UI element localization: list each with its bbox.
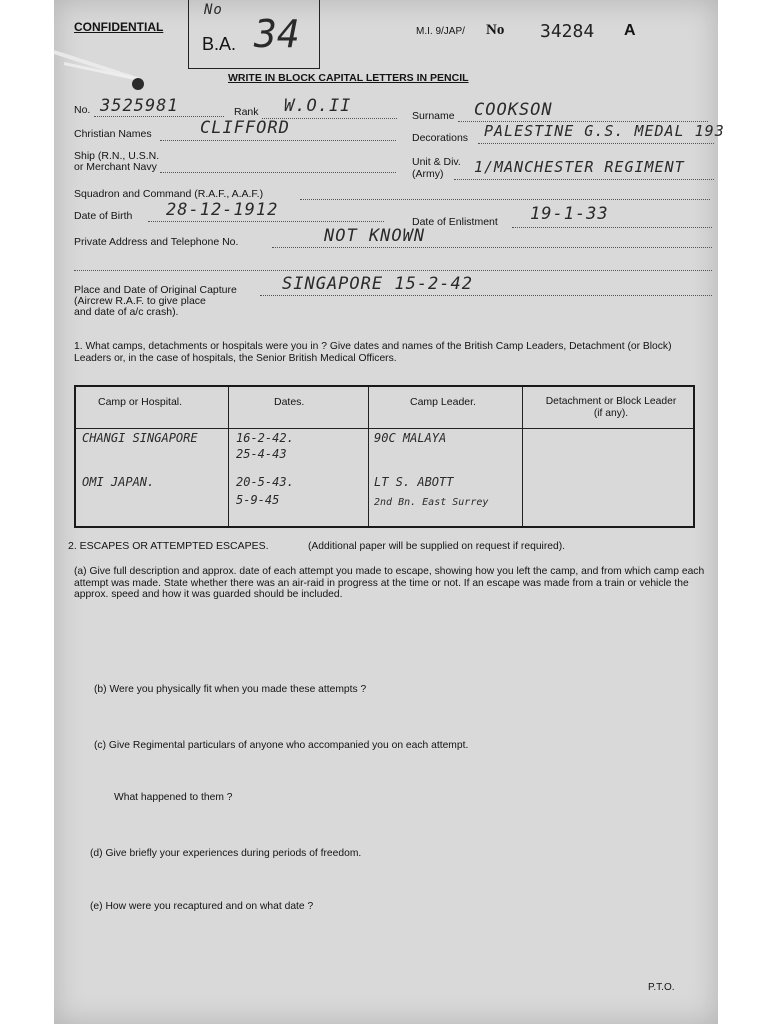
unit-label-line1: Unit & Div. <box>412 156 461 168</box>
col-header-dates: Dates. <box>274 396 305 408</box>
capture-value: SINGAPORE 15-2-42 <box>282 274 473 294</box>
row1-date-from: 16-2-42. <box>236 431 294 445</box>
question-2d: (d) Give briefly your experiences during periods of freedom. <box>90 848 362 859</box>
christian-names-value: CLIFFORD <box>200 118 290 138</box>
rank-value: W.O.II <box>284 96 352 116</box>
surname-label: Surname <box>412 110 455 122</box>
address-label: Private Address and Telephone No. <box>74 236 239 248</box>
enlistment-value: 19-1-33 <box>530 204 609 224</box>
row1-date-to: 25-4-43 <box>236 447 287 461</box>
capture-label-line1: Place and Date of Original Capture <box>74 284 237 296</box>
question-2e: (e) How were you recaptured and on what date ? <box>90 901 314 912</box>
row2-leader-unit: 2nd Bn. East Surrey <box>374 497 489 508</box>
question-2a: (a) Give full description and approx. date of each attempt you made to escape, showing how you left the camp, and from which camp each attempt was made. State whether there was an air-raid in progress at the time or not. If an escape was made from a train or vehicle the approx. speed and how it was guarded should be included. <box>74 566 705 601</box>
row2-leader: LT S. ABOTT <box>374 475 454 489</box>
capture-label-line2: (Aircrew R.A.F. to give place <box>74 295 206 307</box>
squadron-label: Squadron and Command (R.A.F., A.A.F.) <box>74 188 264 200</box>
col-header-detachment: Detachment or Block Leader (if any). <box>545 396 677 419</box>
serial-suffix: A <box>624 22 636 39</box>
service-number-value: 3525981 <box>100 96 179 116</box>
question-1: 1. What camps, detachments or hospitals were you in ? Give dates and names of the British Camp Leaders, Detachment (or Block) Leaders or, in the case of hospitals, the Senior British Medical Officers. <box>74 341 672 364</box>
pto-label: P.T.O. <box>648 982 675 993</box>
address-value: NOT KNOWN <box>324 226 426 246</box>
confidential-label: CONFIDENTIAL <box>74 20 164 34</box>
question-2c-followup: What happened to them ? <box>114 792 233 803</box>
row2-camp: OMI JAPAN. <box>82 475 155 489</box>
dob-value: 28-12-1912 <box>166 200 279 220</box>
enlistment-label: Date of Enlistment <box>412 216 498 228</box>
ship-label-line1: Ship (R.N., U.S.N. <box>74 150 160 162</box>
no-label: No. <box>74 104 91 116</box>
unit-value: 1/MANCHESTER REGIMENT <box>474 158 685 176</box>
decorations-value: PALESTINE G.S. MEDAL 193 <box>484 122 725 140</box>
section-2-note: (Additional paper will be supplied on request if required). <box>308 541 565 552</box>
col-header-leader: Camp Leader. <box>410 396 476 408</box>
camps-table <box>74 385 695 528</box>
row2-date-to: 5-9-45 <box>236 493 280 507</box>
ba-box-no: No <box>204 2 223 18</box>
row1-leader: 90C MALAYA <box>374 431 447 445</box>
ship-label-line2: or Merchant Navy <box>74 161 157 173</box>
christian-names-label: Christian Names <box>74 128 152 140</box>
rank-label: Rank <box>234 106 259 118</box>
ba-box-number: 34 <box>254 12 300 56</box>
question-2b: (b) Were you physically fit when you made these attempts ? <box>94 684 367 695</box>
capture-label-line3: and date of a/c crash). <box>74 306 179 318</box>
punch-hole <box>132 78 144 90</box>
row1-camp: CHANGI SINGAPORE <box>82 431 198 445</box>
serial-no-label: No <box>486 22 505 38</box>
col-header-camp: Camp or Hospital. <box>98 396 183 408</box>
section-2-title: 2. ESCAPES OR ATTEMPTED ESCAPES. <box>68 540 269 552</box>
mi9-reference: M.I. 9/JAP/ <box>416 26 465 37</box>
question-2c: (c) Give Regimental particulars of anyone who accompanied you on each attempt. <box>94 740 469 751</box>
dob-label: Date of Birth <box>74 210 133 222</box>
ba-box-label: B.A. <box>202 34 237 54</box>
decorations-label: Decorations <box>412 132 469 144</box>
row2-date-from: 20-5-43. <box>236 475 294 489</box>
block-capitals-instruction: WRITE IN BLOCK CAPITAL LETTERS IN PENCIL <box>228 72 469 84</box>
form-sheet <box>54 0 725 1024</box>
unit-label-line2: (Army) <box>412 168 444 180</box>
serial-number: 34284 <box>540 21 595 42</box>
surname-value: COOKSON <box>474 100 553 120</box>
